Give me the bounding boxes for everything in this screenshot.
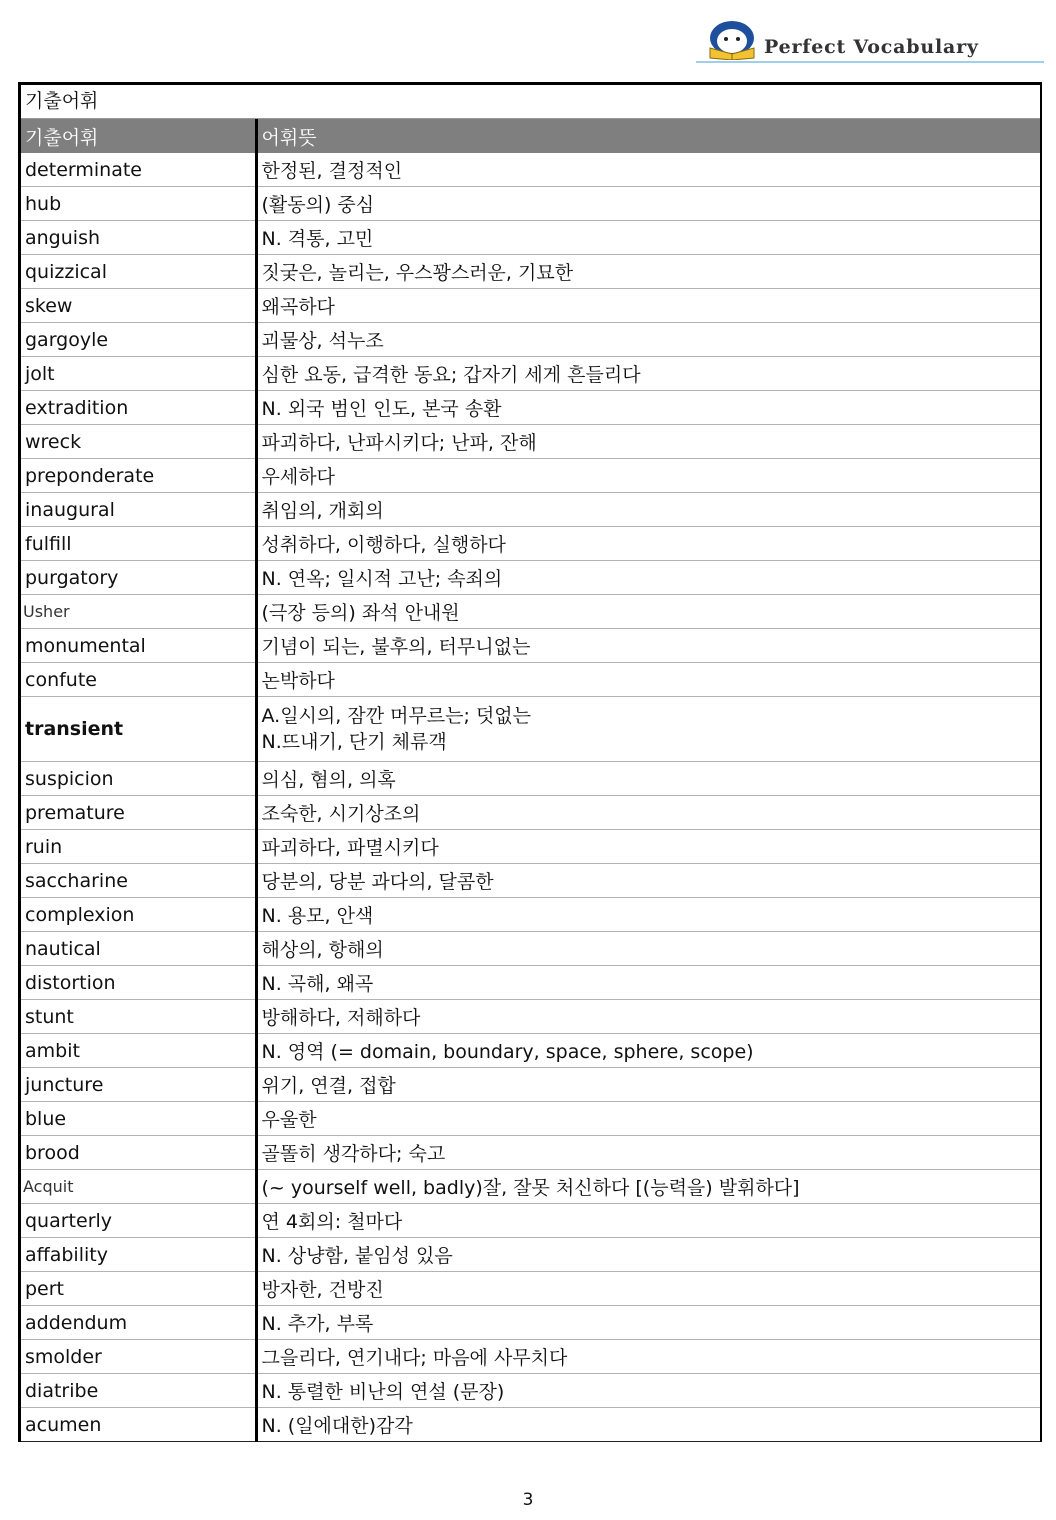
meaning-cell: 우울한 <box>256 1102 1040 1136</box>
sheet-title: 기출어휘 <box>21 85 1040 119</box>
meaning-cell: N. 외국 범인 인도, 본국 송환 <box>256 391 1040 425</box>
word-cell: stunt <box>21 1000 256 1034</box>
table-row <box>21 762 1040 796</box>
table-row <box>21 1102 1040 1136</box>
table-row <box>21 1374 1040 1408</box>
word-cell: preponderate <box>21 459 256 493</box>
meaning-cell: 방해하다, 저해하다 <box>256 1000 1040 1034</box>
word-cell: fulfill <box>21 527 256 561</box>
meaning-cell: N. 용모, 안색 <box>256 898 1040 932</box>
meaning-line: N.뜨내기, 단기 체류객 <box>261 731 447 753</box>
meaning-cell: N. 격통, 고민 <box>256 221 1040 255</box>
meaning-cell: 우세하다 <box>256 459 1040 493</box>
meaning-cell: 그을리다, 연기내다; 마음에 사무치다 <box>256 1340 1040 1374</box>
meaning-cell: 짓궂은, 놀리는, 우스꽝스러운, 기묘한 <box>256 255 1040 289</box>
table-row <box>21 561 1040 595</box>
word-cell: determinate <box>21 153 256 187</box>
word-cell: wreck <box>21 425 256 459</box>
meaning-cell: N. 추가, 부록 <box>256 1306 1040 1340</box>
word-cell: skew <box>21 289 256 323</box>
table-row <box>21 187 1040 221</box>
brand-name: Perfect Vocabulary <box>764 36 979 58</box>
table-row <box>21 629 1040 663</box>
word-cell: acumen <box>21 1408 256 1442</box>
meaning-cell: 기념이 되는, 불후의, 터무니없는 <box>256 629 1040 663</box>
table-row <box>21 357 1040 391</box>
table-row <box>21 1272 1040 1306</box>
word-cell: smolder <box>21 1340 256 1374</box>
word-cell: confute <box>21 663 256 697</box>
meaning-cell: 방자한, 건방진 <box>256 1272 1040 1306</box>
word-cell: blue <box>21 1102 256 1136</box>
word-cell: gargoyle <box>21 323 256 357</box>
meaning-cell: 파괴하다, 난파시키다; 난파, 잔해 <box>256 425 1040 459</box>
word-cell: pert <box>21 1272 256 1306</box>
table-row <box>21 1170 1040 1204</box>
word-cell: quarterly <box>21 1204 256 1238</box>
table-header-row <box>21 119 1040 153</box>
meaning-cell: (활동의) 중심 <box>256 187 1040 221</box>
word-cell: premature <box>21 796 256 830</box>
meaning-cell: 조숙한, 시기상조의 <box>256 796 1040 830</box>
meaning-cell: 당분의, 당분 과다의, 달콤한 <box>256 864 1040 898</box>
word-cell: diatribe <box>21 1374 256 1408</box>
table-row <box>21 323 1040 357</box>
meaning-cell: N. 영역 (= domain, boundary, space, sphere, scope) <box>256 1034 1040 1068</box>
word-cell: complexion <box>21 898 256 932</box>
table-row <box>21 898 1040 932</box>
word-cell: affability <box>21 1238 256 1272</box>
word-cell: juncture <box>21 1068 256 1102</box>
brand-header <box>696 16 1046 66</box>
table-row <box>21 289 1040 323</box>
meaning-cell: 골똘히 생각하다; 숙고 <box>256 1136 1040 1170</box>
meaning-cell: N. 곡해, 왜곡 <box>256 966 1040 1000</box>
table-row <box>21 595 1040 629</box>
table-row <box>21 153 1040 187</box>
meaning-cell: N. (일에대한)감각 <box>256 1408 1040 1442</box>
column-header-word: 기출어휘 <box>21 119 256 153</box>
table-row <box>21 1034 1040 1068</box>
meaning-cell: 왜곡하다 <box>256 289 1040 323</box>
table-row <box>21 697 1040 762</box>
table-row <box>21 221 1040 255</box>
word-cell: addendum <box>21 1306 256 1340</box>
table-row <box>21 1204 1040 1238</box>
table-row <box>21 255 1040 289</box>
word-cell: nautical <box>21 932 256 966</box>
meaning-cell: N. 통렬한 비난의 연설 (문장) <box>256 1374 1040 1408</box>
meaning-cell: (극장 등의) 좌석 안내원 <box>256 595 1040 629</box>
meaning-cell: N. 상냥함, 붙임성 있음 <box>256 1238 1040 1272</box>
word-cell: extradition <box>21 391 256 425</box>
word-cell: anguish <box>21 221 256 255</box>
word-cell: ruin <box>21 830 256 864</box>
meaning-line: A.일시의, 잠깐 머무르는; 덧없는 <box>261 705 532 727</box>
table-row <box>21 864 1040 898</box>
table-row <box>21 1238 1040 1272</box>
word-cell: jolt <box>21 357 256 391</box>
word-cell: transient <box>21 697 256 762</box>
word-cell: suspicion <box>21 762 256 796</box>
page-number: 3 <box>522 1490 534 1510</box>
column-header-meaning: 어휘뜻 <box>256 119 1040 153</box>
table-row <box>21 425 1040 459</box>
brand-underline <box>696 61 1044 63</box>
vocabulary-sheet <box>18 82 1042 1442</box>
meaning-cell: (~ yourself well, badly)잘, 잘못 처신하다 [(능력을) 발휘하다] <box>256 1170 1040 1204</box>
meaning-cell: 논박하다 <box>256 663 1040 697</box>
table-row <box>21 1000 1040 1034</box>
table-row <box>21 796 1040 830</box>
word-cell: saccharine <box>21 864 256 898</box>
word-cell: hub <box>21 187 256 221</box>
meaning-cell: 연 4회의: 철마다 <box>256 1204 1040 1238</box>
table-row <box>21 527 1040 561</box>
meaning-cell: 취임의, 개회의 <box>256 493 1040 527</box>
table-row <box>21 830 1040 864</box>
word-cell: purgatory <box>21 561 256 595</box>
table-row <box>21 1136 1040 1170</box>
meaning-cell: 심한 요동, 급격한 동요; 갑자기 세게 흔들리다 <box>256 357 1040 391</box>
table-row <box>21 663 1040 697</box>
word-cell: Acquit <box>21 1170 256 1204</box>
word-cell: distortion <box>21 966 256 1000</box>
table-row <box>21 1306 1040 1340</box>
meaning-cell: 한정된, 결정적인 <box>256 153 1040 187</box>
meaning-cell: 괴물상, 석누조 <box>256 323 1040 357</box>
word-cell: monumental <box>21 629 256 663</box>
table-row <box>21 1340 1040 1374</box>
table-row <box>21 493 1040 527</box>
table-row <box>21 1068 1040 1102</box>
mascot-reading-book-icon <box>702 18 762 60</box>
table-row <box>21 966 1040 1000</box>
vocabulary-table <box>21 119 1040 1442</box>
word-cell: Usher <box>21 595 256 629</box>
table-row <box>21 459 1040 493</box>
word-cell: quizzical <box>21 255 256 289</box>
table-row <box>21 932 1040 966</box>
word-cell: inaugural <box>21 493 256 527</box>
meaning-cell: N. 연옥; 일시적 고난; 속죄의 <box>256 561 1040 595</box>
meaning-cell: 성취하다, 이행하다, 실행하다 <box>256 527 1040 561</box>
word-cell: brood <box>21 1136 256 1170</box>
meaning-cell: 위기, 연결, 접합 <box>256 1068 1040 1102</box>
meaning-cell: 파괴하다, 파멸시키다 <box>256 830 1040 864</box>
meaning-cell: 해상의, 항해의 <box>256 932 1040 966</box>
table-row <box>21 1408 1040 1442</box>
meaning-cell <box>256 697 1040 762</box>
word-cell: ambit <box>21 1034 256 1068</box>
meaning-cell: 의심, 혐의, 의혹 <box>256 762 1040 796</box>
table-row <box>21 391 1040 425</box>
